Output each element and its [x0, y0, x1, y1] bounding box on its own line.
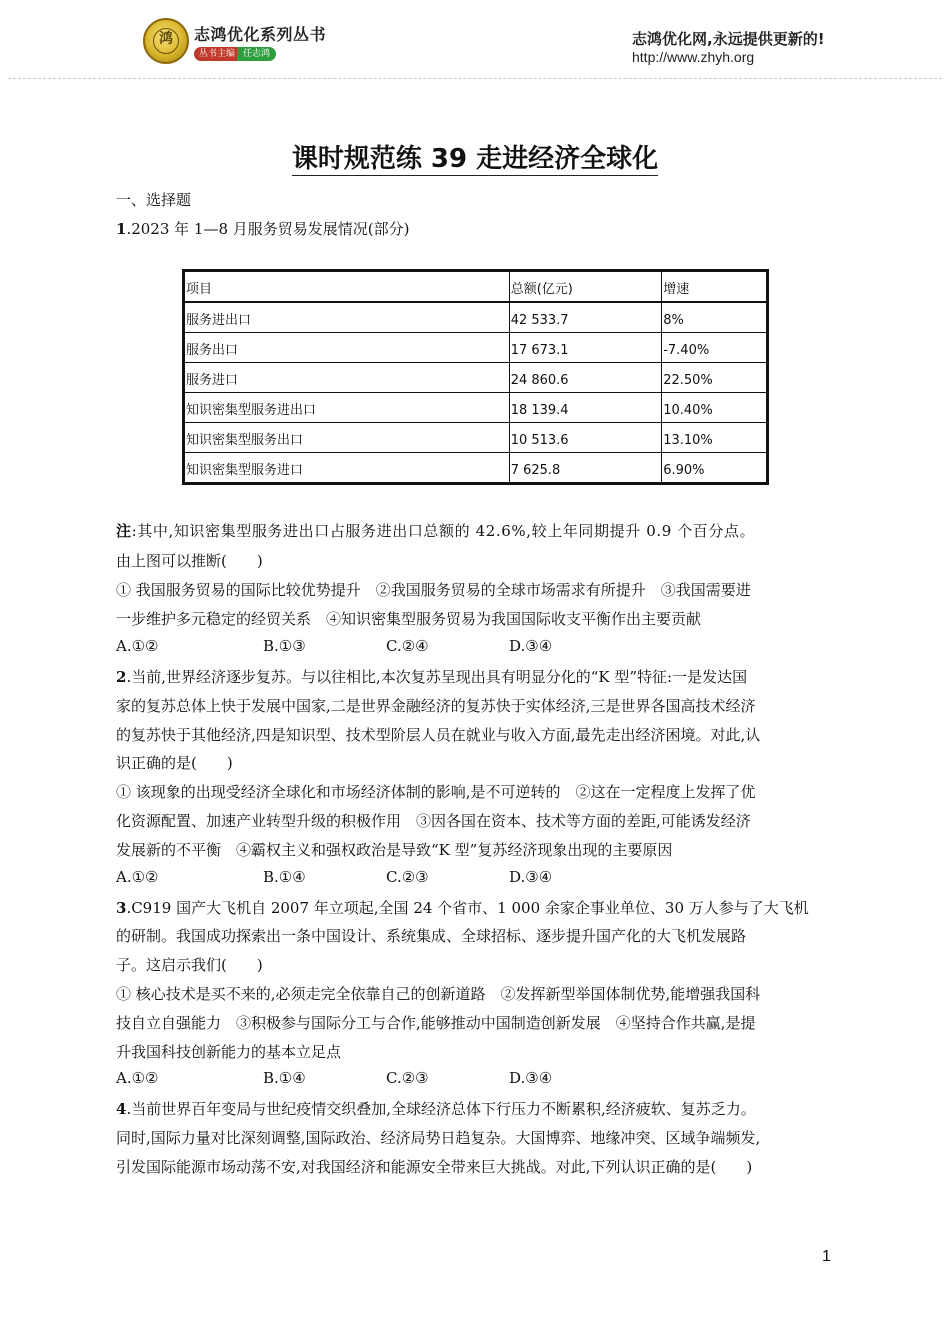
q1-line: ① 我国服务贸易的国际比较优势提升 ②我国服务贸易的全球市场需求有所提升 ③我国需要进: [116, 581, 751, 599]
q2-option-c[interactable]: C.②③: [386, 868, 429, 886]
table-cell: 22.50%: [662, 363, 768, 393]
table-row: [184, 333, 768, 363]
q3-option-d[interactable]: D.③④: [509, 1069, 553, 1087]
page-header: [0, 0, 950, 80]
table-cell: 服务进口: [184, 363, 510, 393]
q3-option-a[interactable]: A.①②: [116, 1069, 159, 1087]
site-url[interactable]: http://www.zhyh.org: [632, 49, 755, 65]
q2-line: 识正确的是( ): [116, 754, 233, 772]
q2-option-b[interactable]: B.①④: [263, 868, 306, 886]
q2-line: 发展新的不平衡 ④霸权主义和强权政治是导致“K 型”复苏经济现象出现的主要原因: [116, 841, 673, 859]
table-cell: 知识密集型服务出口: [184, 423, 510, 453]
table-row: [184, 393, 768, 423]
brand-name: 志鸿优化系列丛书: [194, 25, 327, 44]
q4-line: 引发国际能源市场动荡不安,对我国经济和能源安全带来巨大挑战。对此,下列认识正确的是( ): [116, 1158, 753, 1176]
q2-option-d[interactable]: D.③④: [509, 868, 553, 886]
q2-line: ① 该现象的出现受经济全球化和市场经济体制的影响,是不可逆转的 ②这在一定程度上发挥了优: [116, 783, 756, 801]
table-header-cell: 增速: [662, 271, 768, 303]
table-row: [184, 302, 768, 333]
q3-line: 子。这启示我们( ): [116, 956, 263, 974]
table-cell: 8%: [662, 302, 768, 333]
q4-line: 4.当前世界百年变局与世纪疫情交织叠加,全球经济总体下行压力不断累积,经济疲软、复苏乏力。: [116, 1100, 756, 1118]
q3-line: 升我国科技创新能力的基本立足点: [116, 1043, 342, 1061]
table-cell: 知识密集型服务进出口: [184, 393, 510, 423]
page-title: 课时规范练 39 走进经济全球化: [291, 144, 659, 174]
q2-line: 家的复苏总体上快于发展中国家,二是世界金融经济的复苏快于实体经济,三是世界各国高技术经济: [116, 697, 756, 715]
q2-line: 化资源配置、加速产业转型升级的积极作用 ③因各国在资本、技术等方面的差距,可能诱发经济: [116, 812, 751, 830]
q1-option-a[interactable]: A.①②: [116, 637, 159, 655]
q3-option-b[interactable]: B.①④: [263, 1069, 306, 1087]
table-cell: 24 860.6: [509, 363, 662, 393]
table-cell: -7.40%: [662, 333, 768, 363]
table-row: [184, 423, 768, 453]
q2-option-a[interactable]: A.①②: [116, 868, 159, 886]
table-cell: 服务出口: [184, 333, 510, 363]
table-cell: 10.40%: [662, 393, 768, 423]
q1-stem: 1.2023 年 1—8 月服务贸易发展情况(部分): [116, 220, 410, 238]
brand-seal-icon: 鸿: [143, 18, 189, 64]
q3-line: ① 核心技术是买不来的,必须走完全依靠自己的创新道路 ②发挥新型举国体制优势,能增强我国科: [116, 985, 761, 1003]
table-cell: 42 533.7: [509, 302, 662, 333]
q1-line: 一步维护多元稳定的经贸关系 ④知识密集型服务贸易为我国国际收支平衡作出主要贡献: [116, 610, 702, 628]
table-cell: 服务进出口: [184, 302, 510, 333]
table-header-cell: 总额(亿元): [509, 271, 662, 303]
table-cell: 10 513.6: [509, 423, 662, 453]
brand-editor-badge: [194, 47, 276, 61]
q1-line: 由上图可以推断( ): [116, 552, 263, 570]
q3-line: 技自立自强能力 ③积极参与国际分工与合作,能够推动中国制造创新发展 ④坚持合作共赢,是提: [116, 1014, 756, 1032]
q4-line: 同时,国际力量对比深刻调整,国际政治、经济局势日趋复杂。大国博弈、地缘冲突、区域争端频发,: [116, 1129, 761, 1147]
table-cell: 知识密集型服务进口: [184, 453, 510, 484]
q2-line: 的复苏快于其他经济,四是知识型、技术型阶层人员在就业与收入方面,最先走出经济困境。对此,认: [116, 726, 761, 744]
q2-line: 2.当前,世界经济逐步复苏。与以往相比,本次复苏呈现出具有明显分化的“K 型”特征:一是发达国: [116, 668, 748, 686]
header-divider: [8, 78, 942, 79]
table-cell: 7 625.8: [509, 453, 662, 484]
table-header-cell: 项目: [184, 271, 510, 303]
table-cell: 13.10%: [662, 423, 768, 453]
table-cell: 18 139.4: [509, 393, 662, 423]
table-row: [184, 363, 768, 393]
trade-table: [182, 269, 769, 485]
table-header-row: [184, 271, 768, 303]
page-number: 1: [822, 1248, 831, 1265]
q1-option-d[interactable]: D.③④: [509, 637, 553, 655]
q3-line: 的研制。我国成功探索出一条中国设计、系统集成、全球招标、逐步提升国产化的大飞机发展路: [116, 927, 747, 945]
table-note: 注:其中,知识密集型服务进出口占服务进出口总额的 42.6%,较上年同期提升 0.9 个百分点。: [116, 522, 756, 540]
editor-label: 丛书主编: [194, 47, 240, 61]
table-cell: 6.90%: [662, 453, 768, 484]
editor-name: 任志鸿: [237, 47, 276, 61]
table-cell: 17 673.1: [509, 333, 662, 363]
site-slogan: 志鸿优化网,永远提供更新的!: [632, 30, 825, 48]
q3-option-c[interactable]: C.②③: [386, 1069, 429, 1087]
q3-line: 3.C919 国产大飞机自 2007 年立项起,全国 24 个省市、1 000 余家企事业单位、30 万人参与了大飞机: [116, 899, 809, 917]
q1-option-b[interactable]: B.①③: [263, 637, 306, 655]
q1-option-c[interactable]: C.②④: [386, 637, 429, 655]
table-row: [184, 453, 768, 484]
section-heading: 一、选择题: [116, 191, 192, 209]
